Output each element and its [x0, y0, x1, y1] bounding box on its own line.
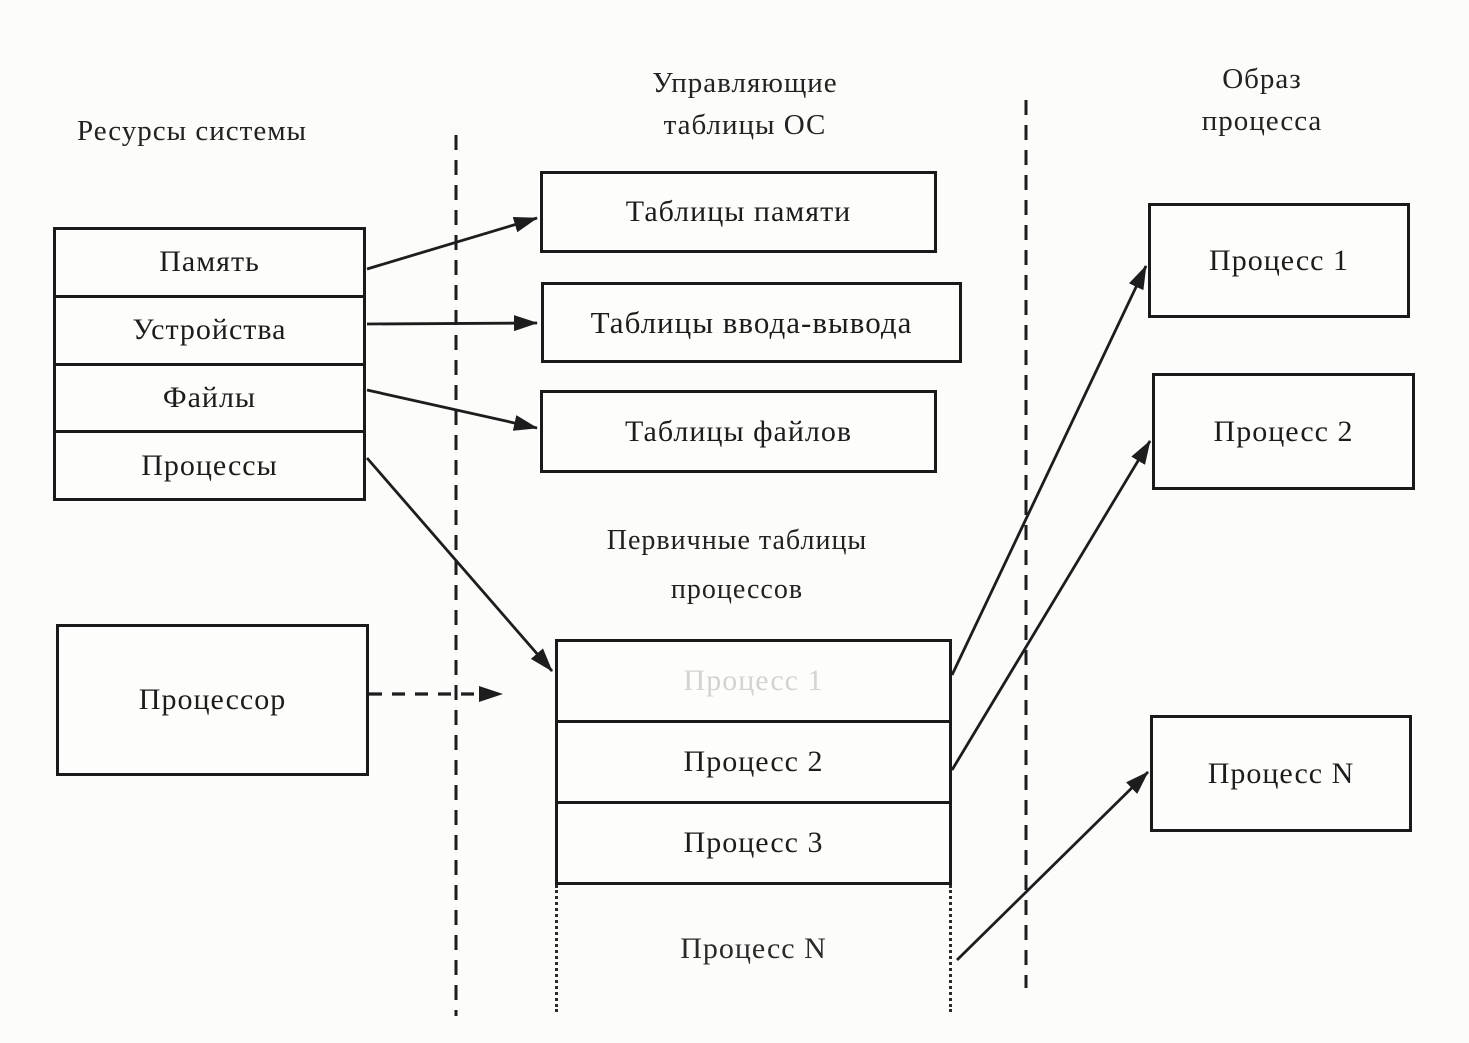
header-os-control-tables-line1: Управляющие [652, 67, 838, 99]
io-tables-box: Таблицы ввода-вывода [541, 282, 962, 363]
system-resources-table [53, 227, 366, 501]
resource-row-processes: Процессы [56, 430, 363, 498]
arrow-row1-to-process-image-1 [952, 266, 1146, 675]
primary-process-tables [555, 639, 952, 885]
header-process-image [1132, 58, 1392, 142]
header-process-image-line2: процесса [1201, 105, 1323, 138]
arrow-devices-to-io-tables [367, 323, 537, 324]
process-table-row-n: Процесс N [555, 885, 952, 1012]
primary-process-tables-label-line1: Первичные таблицы [606, 525, 868, 556]
arrow-memory-to-memory-tables [367, 218, 537, 269]
file-tables-box: Таблицы файлов [540, 390, 937, 473]
memory-tables-box: Таблицы памяти [540, 171, 937, 253]
processor-box: Процессор [56, 624, 369, 776]
arrow-row2-to-process-image-2 [952, 441, 1150, 770]
resource-row-devices: Устройства [56, 295, 363, 363]
primary-process-tables-label-line2: процессов [670, 574, 804, 605]
process-image-box-n: Процесс N [1150, 715, 1412, 832]
process-image-box-1: Процесс 1 [1148, 203, 1410, 318]
process-table-row-3: Процесс 3 [558, 801, 949, 882]
process-table-row-1: Процесс 1 [683, 664, 824, 697]
header-system-resources: Ресурсы системы [76, 115, 308, 147]
header-process-image-line1: Образ [1222, 63, 1302, 95]
arrow-rown-to-process-image-n [957, 772, 1148, 960]
process-table-row-2: Процесс 2 [558, 720, 949, 801]
header-os-control-tables [595, 62, 895, 146]
resource-row-files: Файлы [56, 363, 363, 431]
arrow-processes-to-process-tables [367, 458, 552, 671]
process-image-box-2: Процесс 2 [1152, 373, 1415, 490]
arrow-files-to-file-tables [367, 390, 537, 428]
resource-row-memory: Память [159, 245, 260, 279]
header-os-control-tables-line2: таблицы ОС [663, 109, 827, 142]
primary-process-tables-label [587, 516, 887, 614]
